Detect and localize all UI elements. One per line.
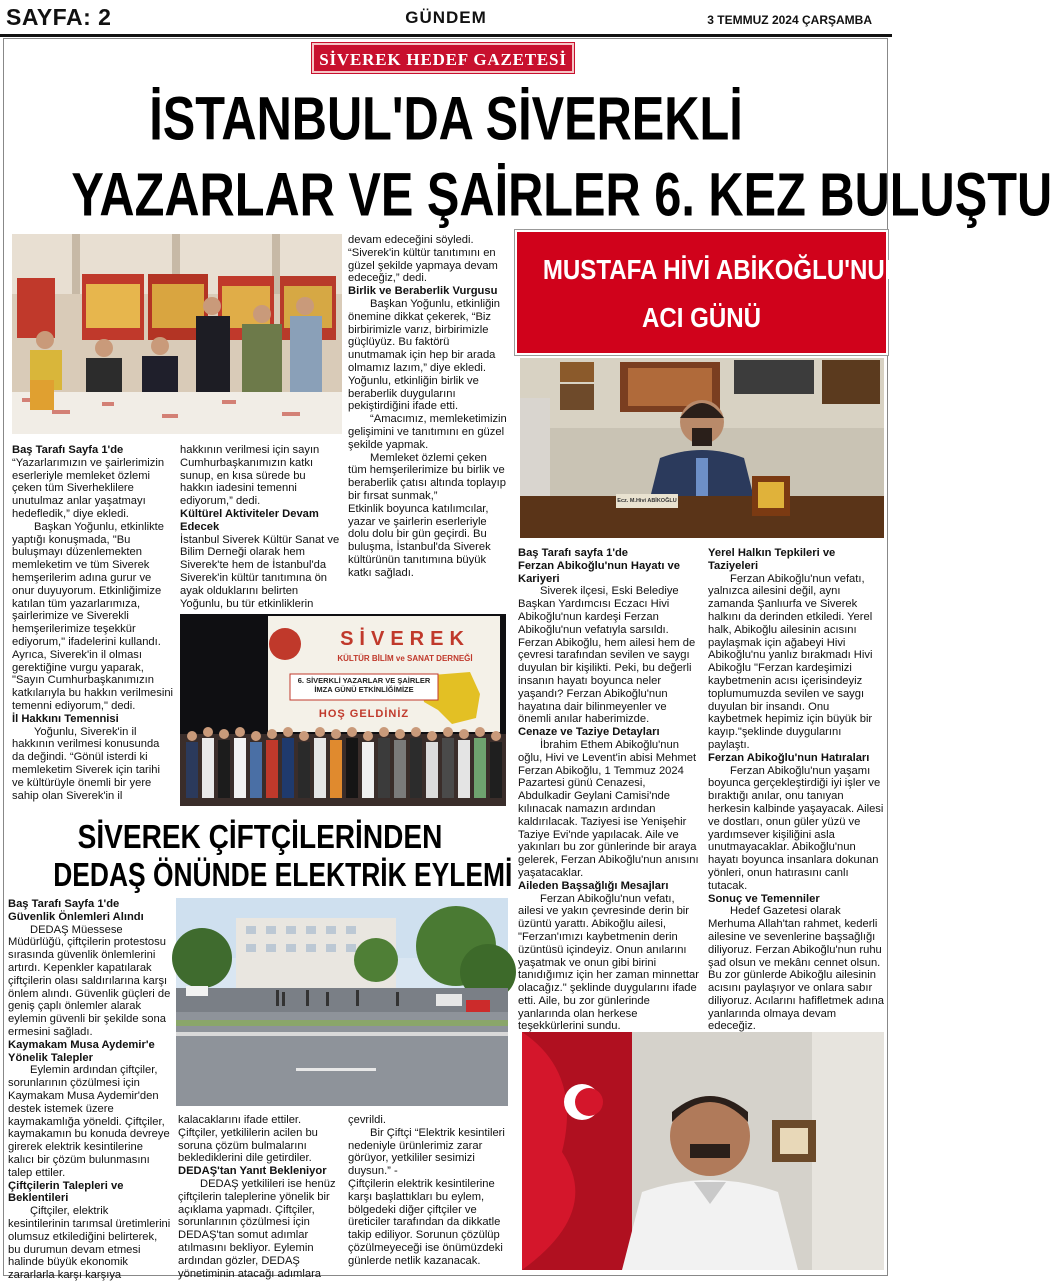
article1-col3-p5: Etkinlik boyunca katılımcılar, yazar ve şairlerin eserleriyle dolu dolu bir gün geçirdi. Bu buluşma, İstanbul'da Siverek kültürünün tanıtımına büyük katkı sağladı. [348, 502, 491, 579]
article1-col3-p3: “Amacımız, memleketimizin gelişimini ve tanıtımını en güzel şekilde yapmak. [348, 413, 507, 451]
article3-col2-p1: DEDAŞ'tan Yanıt Bekleniyor [178, 1165, 327, 1178]
article2-colA-p0: Baş Tarafı sayfa 1'de [518, 547, 629, 559]
article2-colA-p6: Ferzan Abikoğlu'nun vefatı, ailesi ve yakın çevresinde derin bir üzüntü yarattı. Abikoğlu ailesi, "Ferzan'ımızı kaybetmenin derin üzüntüsü içindeyiz. Onun anılarını yaşatmak ve onun gibi birini tanıdığımız için her zaman minnettar olacağız." şeklinde duygularını ifade etti. Aile, bu zor günlerinde yanlarında olan herkese teşekkürlerini sundu. [518, 892, 699, 1033]
article1-col3-p4: Memleket özlemi çeken tüm hemşerilerimize bu birlik ve beraberlik çatısı altında toplayıp bir fırsat sunmak,” [348, 451, 506, 502]
article1-col1-p3: İl Hakkını Temennisi [12, 712, 119, 725]
street-scene-photo [176, 898, 508, 1106]
event-stage-photo [180, 614, 506, 806]
article3-col1-p4: Eylemin ardından çiftçiler, sorunlarının çözülmesi için Kaymakam Musa Aydemir'den destek istemek üzere kaymakamlığa yöneldi. Çiftçiler, kaymakamın bu konuda devreye girerek elektrik kesintilerine kalıcı bir çözüm bulunmasını talep ettiler. [8, 1064, 170, 1179]
portrait-photo [522, 1032, 884, 1270]
banner-subtitle: KÜLTÜR BİLİM ve SANAT DERNEĞİ [337, 654, 473, 663]
article3-headline-line2: DEDAŞ ÖNÜNDE ELEKTRİK EYLEMİ [53, 856, 513, 893]
article3-col1-p0: Baş Tarafı Sayfa 1'de [8, 898, 120, 910]
article2-headline-line1: MUSTAFA HİVİ ABİKOĞLU'NUN [542, 254, 903, 285]
article2-colA-p1: Ferzan Abikoğlu'nun Hayatı ve Kariyeri [518, 559, 681, 585]
article3-col1 [8, 898, 172, 1282]
page-number: SAYFA: 2 [6, 4, 112, 30]
writers-group-illustration [12, 234, 342, 434]
article3-col3-p2: Çiftçilerin elektrik kesintilerine karşı başlattıkları bu eylem, bölgedeki diğer çiftçiler ve üreticiler tarafından da dikkatle takip ediliyor. Sorunun çözülüp çözülmeyeceği ise önümüzdeki günlerde netlik kazanacak. [348, 1177, 503, 1267]
article1-headline-line2: YAZARLAR VE ŞAİRLER 6. KEZ BULUŞTU [71, 161, 1052, 230]
article1-col1-p2: Başkan Yoğunlu, etkinlikte yaptığı konuşmada, "Bu buluşmayı düzenlemekten memleketim ve tüm Siverek hemşerilerim adına gurur ve onur duyuyorum. Etkinliğimize katılan tüm yazarlarımıza, şairlerimize ve Siverekli hemşerilerimize teşekkür ediyorum," ifadelerini kullandı. Ayrıca, Siverek'in il olması gerektiğine vurgu yaparak, "Sayın Cumhurbaşkanımızın katkılarıyla bu hakkın verilmesini temenni ediyorum," dedi. [12, 520, 174, 712]
article2-colA-p2: Siverek ilçesi, Eski Belediye Başkan Yardımcısı Eczacı Hivi Abikoğlu'nun kardeşi Ferzan Abikoğlu'nun vefatıyla sarsıldı. Ferzan Abikoğlu, hem ailesi hem de çevresi tarafından sevilen ve saygı duyulan bir kişilikti. Peki, bu değerli insanın hayatı boyunca neler yaşandı? Ferzan Abikoğlu'nun hayatına dair bilinmeyenler ve önemli anılar haberimizde. [518, 585, 696, 726]
article3-col2 [178, 1114, 340, 1280]
article1-col1-p4: Yoğunlu, Siverek'in il hakkının verilmesi konusunda da değindi. “Gönül isterdi ki memleketim Siverek için tarihi ve kültürüyle önemli bir yere sahip olan Siverek'in il [12, 725, 160, 802]
article2-colB-p0: Yerel Halkın Tepkileri ve Taziyeleri [708, 547, 836, 572]
article1-col3-p0: devam edeceğini söyledi. “Siverek'in kültür tanıtımını en güzel şekilde yapmaya devam edeceğiz,” dedi. [348, 234, 498, 285]
article3-col1-p6: Çiftçiler, elektrik kesintilerinin tarımsal üretimlerini olumsuz etkilediğini belirterek, bu durumun devam etmesi halinde büyük ekonomik zararlarla karşı karşıya [8, 1205, 171, 1282]
article3-col1-p5: Çiftçilerin Talepleri ve Beklentileri [8, 1179, 124, 1205]
article1-headline-line1: İSTANBUL'DA SİVEREKLİ [149, 85, 743, 154]
article3-headline-line1: SİVEREK ÇİFTÇİLERİNDEN [77, 818, 443, 855]
article2-colA [518, 547, 700, 1033]
article2-headline-line2: ACI GÜNÜ [641, 302, 762, 333]
article3-col2-p0: kalacaklarını ifade ettiler. Çiftçiler, yetkililerin acilen bu soruna çözüm bulmalarını beklediklerini dile getirdiler. [178, 1114, 318, 1165]
article3-col3 [348, 1114, 510, 1268]
article2-colB [708, 547, 886, 1033]
article2-colB-p4: Sonuç ve Temenniler [708, 892, 820, 905]
banner-welcome: HOŞ GELDİNİZ [318, 708, 410, 720]
article1-col3-p1: Birlik ve Beraberlik Vurgusu [348, 285, 498, 298]
article2-colB-p5: Hedef Gazetesi olarak Merhuma Allah'tan rahmet, kederli ailesine ve sevenlerine başsağlığı diliyoruz. Ferzan Abikoğlu'nun ruhu şad olsun ve mekânı cennet olsun. Bu zor günlerde Abikoğlu ailesinin acısını paylaşıyor ve onlara sabır diliyoruz. Acılarını hafifletmek adına yanlarında olmaya devam edeceğiz. [708, 905, 884, 1033]
article3-col3-p0: çevrildi. [348, 1114, 386, 1126]
portrait-illustration [522, 1032, 884, 1270]
article3-col1-p1: Güvenlik Önlemleri Alındı [8, 910, 144, 923]
section-title: GÜNDEM [405, 8, 487, 27]
article1-col2-p1: Kültürel Aktiviteler Devam Edecek [180, 507, 319, 533]
street-scene-illustration [176, 898, 508, 1106]
article1-col2 [180, 444, 340, 610]
pharmacist-office-photo [520, 358, 884, 538]
article2-colB-p3: Ferzan Abikoğlu'nun yaşamı boyunca gerçekleştirdiği iyi işler ve bıraktığı anılar, onu tanıyan herkesin kalbinde yaşayacak. Ailesi ve dostları, onun güler yüzü ve yardımsever kişiliğini asla unutmayacaklar. Abikoğlu'nun hayatı boyunca insanlara dokunan yönleri, onun hatırasını canlı tutacak. [708, 764, 884, 892]
article1-col3-p2: Başkan Yoğunlu, etkinliğin önemine dikkat çekerek, “Biz birbirimizle varız, birbirimizle güçlüyüz. Bu faktörü unutmamak için hep bir arada olmamız lazım,” diye ekledi. Yoğunlu, etkinliğin birlik ve beraberlik duygularını pekiştirdiğini ifade etti. [348, 297, 500, 413]
article2-colA-p3: Cenaze ve Taziye Detayları [518, 726, 660, 739]
newspaper-brand: SİVEREK HEDEF GAZETESİ [312, 43, 574, 73]
article3-col1-p2: DEDAŞ Müessese Müdürlüğü, çiftçilerin protestosu sırasında güvenlik önlemlerini artırdı. Kepenkler kapatılarak çiftçilerin olası saldırılarına karşı önlem alındı. Güvenlik güçleri de geniş çaplı önlemler alarak eylemin güvenli bir şekilde sona ermesini sağladı. [8, 923, 171, 1038]
article2-colB-p2: Ferzan Abikoğlu'nun Hatıraları [708, 751, 870, 764]
article2-colA-p5: Aileden Başsağlığı Mesajları [518, 879, 669, 892]
article1-col3 [348, 234, 508, 580]
article1-col1 [12, 444, 174, 802]
article1-col2-p2: İstanbul Siverek Kültür Sanat ve Bilim Derneği olarak hem Siverek'te hem de İstanbul'da Siverek'in kültür tanıtımına ön ayak olduklarını belirten Yoğunlu, bu tür etkinliklerin [180, 533, 340, 610]
article2-colB-p1: Ferzan Abikoğlu'nun vefatı, yalnızca ailesini değil, aynı zamanda Şanlıurfa ve Siverek halkını da derinden etkiledi. Yerel halk, Abikoğlu ailesinin acısını paylaşmak için ağabeyi Hivi Abikoğlu'nu yanlız bırakmadı Hivi Abikoğlu "Ferzan kardeşimizi kaybetmenin acısı içerisindeyiz toplumumuzda sevilen ve saygı duyulan bir insandı. Onu kaybetmek hepimiz için büyük bir kayıp."şeklinde duygularını paylaştı. [708, 572, 873, 751]
article1-col2-p0: hakkının verilmesi için sayın Cumhurbaşkanımızın katkı sunup, en kısa sürede bu hakkın iadesini temenni ediyorum,” dedi. [180, 444, 320, 508]
article2-headline [515, 230, 903, 355]
desk-nameplate: Ecz. M.Hivi ABİKOĞLU [617, 498, 677, 504]
issue-date: 3 TEMMUZ 2024 ÇARŞAMBA [707, 13, 872, 27]
article3-col1-p3: Kaymakam Musa Aydemir'e Yönelik Talepler [8, 1038, 155, 1064]
banner-event: 6. SİVERKLİ YAZARLAR VE ŞAİRLER İMZA GÜNÜ ETKİNLİĞİMİZE [297, 676, 431, 694]
banner-title: SİVEREK [340, 628, 470, 650]
article1-col1-p1: “Yazarlarımızın ve şairlerimizin eserleriyle memleket özlemi çeken tüm Siverheklilere unutulmaz anlar yaşatmayı hedefledik,” diye ekledi. [12, 456, 165, 520]
pharmacist-office-illustration [520, 358, 884, 538]
article3-col3-p1: Bir Çiftçi “Elektrik kesintileri nedeniyle ürünlerimiz zarar görüyor, yetkililer sesimizi duysun.” - [348, 1126, 505, 1178]
article2-colA-p4: İbrahim Ethem Abikoğlu'nun oğlu, Hivi ve Levent'in abisi Mehmet Ferzan Abikoğlu, 1 Temmuz 2024 Pazartesi günü Cenazesi, Abdulkadir Geylani Camisi'nde kılınacak namazın ardından kaldırılacak. Taziyesi ise Yenişehir Taziye Evi'nde yapılacak. Aile ve yakınları bu zor günlerinde bir araya gelerek, Ferzan Abikoğlu'nun anısını yaşatacaklar. [518, 738, 699, 879]
header-rule [0, 34, 892, 37]
writers-group-photo [12, 234, 342, 434]
article3-col2-p2: DEDAŞ yetkilileri ise henüz çiftçilerin taleplerine yönelik bir açıklama yapmadı. Çiftçiler, sorunlarının çözülmesi için DEDAŞ'tan somut adımlar atılmasını bekliyor. Eylemin ardından gözler, DEDAŞ yönetiminin atacağı adımlara [178, 1177, 336, 1280]
article1-col1-p0: Baş Tarafı Sayfa 1'de [12, 444, 124, 456]
